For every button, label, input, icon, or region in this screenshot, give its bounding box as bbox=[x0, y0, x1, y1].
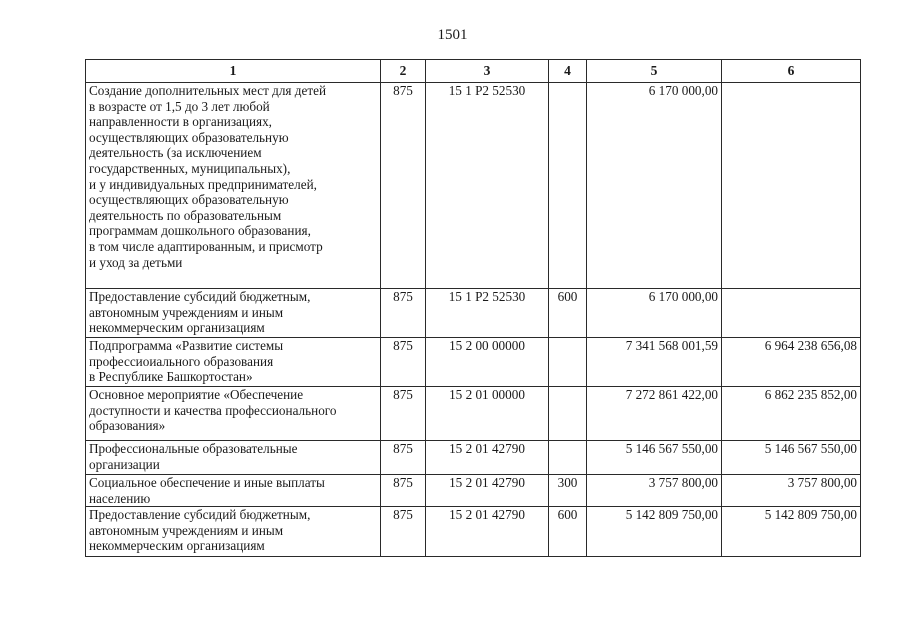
row-name-line: направленности в организациях, bbox=[89, 114, 272, 130]
row-name-cell bbox=[86, 387, 381, 441]
row-name-line: образования» bbox=[89, 418, 166, 434]
table-header-row bbox=[86, 60, 861, 83]
row-name-line: Профессиональные образовательные bbox=[89, 441, 298, 456]
table-row bbox=[86, 83, 861, 289]
row-name-line: Предоставление субсидий бюджетным, bbox=[89, 507, 311, 523]
row-col-4-cell bbox=[549, 338, 587, 387]
table-row bbox=[86, 387, 861, 441]
row-name-line: доступности и качества профессионального bbox=[89, 402, 337, 418]
row-name-cell bbox=[86, 475, 381, 507]
table-row bbox=[86, 507, 861, 557]
row-name-line: осуществляющих образовательную bbox=[89, 129, 289, 145]
row-name-line: профессиоиального образования bbox=[89, 353, 274, 369]
row-col-5-cell: 5 146 567 550,00 bbox=[587, 441, 722, 475]
header-col-4: 4 bbox=[549, 60, 587, 83]
row-name-line: программам дошкольного образования, bbox=[89, 223, 311, 239]
row-name-cell bbox=[86, 289, 381, 338]
row-name-line: некоммерческим организациям bbox=[89, 320, 265, 336]
row-col-4-cell: 300 bbox=[549, 475, 587, 507]
row-name-cell bbox=[86, 83, 381, 289]
row-name-line: в том числе адаптированным, и присмотр bbox=[89, 238, 323, 254]
row-col-5-cell: 3 757 800,00 bbox=[587, 475, 722, 507]
row-name-line: Основное мероприятие «Обеспечение bbox=[89, 387, 304, 402]
row-col-2-cell: 875 bbox=[381, 289, 426, 338]
row-col-6-cell: 6 964 238 656,08 bbox=[722, 338, 861, 387]
table-row bbox=[86, 441, 861, 475]
row-name-line: организации bbox=[89, 456, 160, 472]
table-body bbox=[86, 83, 861, 557]
row-col-3-cell: 15 2 01 42790 bbox=[426, 441, 549, 475]
row-name-line: и уход за детьми bbox=[89, 254, 183, 270]
row-name-line: и у индивидуальных предпринимателей, bbox=[89, 176, 317, 192]
row-col-2-cell: 875 bbox=[381, 441, 426, 475]
header-col-1: 1 bbox=[86, 60, 381, 83]
row-name-line: государственных, муниципальных), bbox=[89, 160, 291, 176]
row-name-line: автономным учреждениям и иным bbox=[89, 304, 284, 320]
row-name-line: Предоставление субсидий бюджетным, bbox=[89, 289, 311, 304]
row-col-2-cell: 875 bbox=[381, 475, 426, 507]
row-col-4-cell: 600 bbox=[549, 507, 587, 557]
row-col-6-cell bbox=[722, 83, 861, 289]
row-col-5-cell: 6 170 000,00 bbox=[587, 83, 722, 289]
row-col-5-cell: 6 170 000,00 bbox=[587, 289, 722, 338]
row-col-2-cell: 875 bbox=[381, 83, 426, 289]
row-col-4-cell bbox=[549, 387, 587, 441]
page-number: 1501 bbox=[437, 27, 468, 43]
row-col-4-cell bbox=[549, 83, 587, 289]
row-col-3-cell: 15 1 P2 52530 bbox=[426, 289, 549, 338]
row-col-2-cell: 875 bbox=[381, 338, 426, 387]
table-row bbox=[86, 475, 861, 507]
header-col-2: 2 bbox=[381, 60, 426, 83]
row-name-line: населению bbox=[89, 490, 151, 506]
row-col-5-cell: 7 272 861 422,00 bbox=[587, 387, 722, 441]
row-name-line: Социальное обеспечение и иные выплаты bbox=[89, 475, 325, 490]
row-name-line: деятельность по образовательным bbox=[89, 207, 282, 223]
row-col-4-cell bbox=[549, 441, 587, 475]
row-col-3-cell: 15 1 P2 52530 bbox=[426, 83, 549, 289]
row-col-5-cell: 5 142 809 750,00 bbox=[587, 507, 722, 557]
header-col-6: 6 bbox=[722, 60, 861, 83]
row-col-6-cell: 5 142 809 750,00 bbox=[722, 507, 861, 557]
row-name-cell bbox=[86, 507, 381, 557]
row-name-line: Подпрограмма «Развитие системы bbox=[89, 338, 284, 353]
row-name-cell bbox=[86, 338, 381, 387]
row-col-3-cell: 15 2 01 42790 bbox=[426, 507, 549, 557]
row-col-6-cell: 5 146 567 550,00 bbox=[722, 441, 861, 475]
row-name-line: автономным учреждениям и иным bbox=[89, 522, 284, 538]
row-name-line: в возрасте от 1,5 до 3 лет любой bbox=[89, 98, 270, 114]
row-col-5-cell: 7 341 568 001,59 bbox=[587, 338, 722, 387]
row-col-2-cell: 875 bbox=[381, 387, 426, 441]
row-col-2-cell: 875 bbox=[381, 507, 426, 557]
row-name-cell bbox=[86, 441, 381, 475]
row-name-line: некоммерческим организациям bbox=[89, 538, 265, 554]
header-col-3: 3 bbox=[426, 60, 549, 83]
row-name-line: Создание дополнительных мест для детей bbox=[89, 83, 327, 98]
row-name-line: осуществляющих образовательную bbox=[89, 192, 289, 208]
budget-table bbox=[85, 59, 861, 557]
table-row bbox=[86, 338, 861, 387]
row-col-6-cell: 3 757 800,00 bbox=[722, 475, 861, 507]
row-col-3-cell: 15 2 01 42790 bbox=[426, 475, 549, 507]
header-col-5: 5 bbox=[587, 60, 722, 83]
row-name-line: деятельность (за исключением bbox=[89, 145, 262, 161]
row-col-6-cell bbox=[722, 289, 861, 338]
row-col-3-cell: 15 2 00 00000 bbox=[426, 338, 549, 387]
row-col-3-cell: 15 2 01 00000 bbox=[426, 387, 549, 441]
row-name-line: в Республике Башкортостан» bbox=[89, 369, 253, 385]
row-col-4-cell: 600 bbox=[549, 289, 587, 338]
table-row bbox=[86, 289, 861, 338]
row-col-6-cell: 6 862 235 852,00 bbox=[722, 387, 861, 441]
